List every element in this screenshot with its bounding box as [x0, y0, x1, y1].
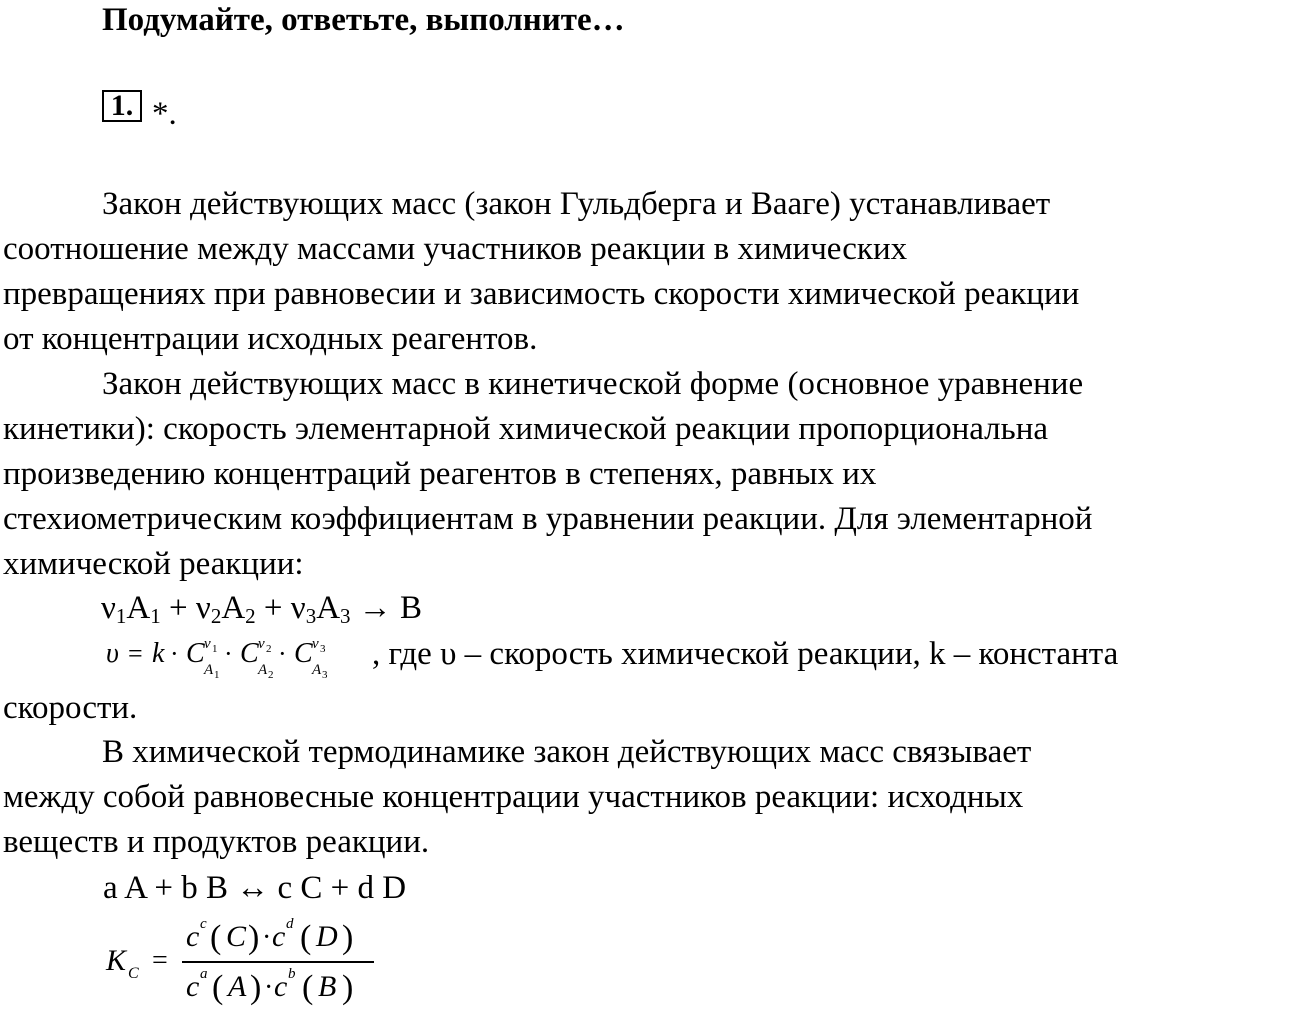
- equilibrium-constant-formula: [102, 910, 392, 1010]
- svg-text:=: =: [128, 639, 143, 668]
- svg-text:2: 2: [266, 643, 272, 655]
- svg-text:3: 3: [322, 669, 328, 681]
- svg-text:2: 2: [268, 669, 274, 681]
- svg-text:ν: ν: [258, 636, 265, 652]
- text-line: от концентрации исходных реагентов.: [3, 321, 538, 357]
- svg-text:3: 3: [320, 643, 326, 655]
- svg-text:·: ·: [264, 972, 274, 1003]
- text-line: превращениях при равновесии и зависимость скорости химической реакции: [3, 276, 1080, 312]
- text-line: Закон действующих масс в кинетической форме (основное уравнение: [102, 366, 1084, 402]
- svg-text:B: B: [318, 970, 337, 1003]
- svg-text:A: A: [204, 662, 214, 678]
- svg-text:): ): [250, 969, 262, 1006]
- svg-text:A: A: [228, 970, 247, 1003]
- svg-text:D: D: [316, 920, 338, 953]
- text-line: стехиометрическим коэффициентам в уравнении реакции. Для элементарной: [3, 501, 1093, 537]
- svg-text:·: ·: [224, 639, 233, 668]
- svg-text:c: c: [272, 920, 286, 953]
- text-line: произведению концентраций реагентов в степенях, равных их: [3, 456, 877, 492]
- svg-text:(: (: [302, 969, 314, 1006]
- svg-text:·: ·: [170, 639, 179, 668]
- svg-text:C: C: [294, 638, 313, 669]
- paragraph-kinetic-form: [3, 362, 1290, 587]
- task-star: *.: [152, 96, 177, 132]
- svg-text:·: ·: [262, 922, 272, 953]
- reaction-equation-kinetic: $\nu_1A_1 + \nu_2A_2 + \nu_3A_3 \to B$: [101, 590, 423, 628]
- svg-text:K: K: [106, 944, 127, 977]
- page-heading: Подумайте, ответьте, выполните…: [102, 2, 625, 38]
- svg-text:ν: ν: [204, 636, 211, 652]
- svg-text:1: 1: [214, 669, 220, 681]
- svg-text:k: k: [152, 638, 165, 669]
- text-line: веществ и продуктов реакции.: [3, 824, 430, 860]
- text-line: соотношение между массами участников реакции в химических: [3, 231, 908, 267]
- text-line: химической реакции:: [3, 546, 304, 582]
- text-line: В химической термодинамике закон действующих масс связывает: [102, 734, 1032, 770]
- svg-text:c: c: [200, 916, 207, 932]
- svg-text:υ: υ: [106, 638, 119, 669]
- svg-text:(: (: [212, 969, 224, 1006]
- svg-text:A: A: [258, 662, 268, 678]
- text-line: кинетики): скорость элементарной химической реакции пропорциональна: [3, 411, 1048, 447]
- svg-text:=: =: [152, 945, 168, 976]
- svg-text:b: b: [288, 966, 296, 982]
- svg-text:): ): [342, 969, 354, 1006]
- paragraph-law-intro: [3, 182, 1290, 362]
- svg-text:1: 1: [212, 643, 218, 655]
- svg-text:a: a: [200, 966, 208, 982]
- rate-law-continuation: [3, 686, 1290, 731]
- paragraph-thermodynamics: [3, 730, 1290, 865]
- svg-text:C: C: [226, 920, 247, 953]
- svg-text:C: C: [128, 965, 139, 982]
- svg-text:ν: ν: [312, 636, 319, 652]
- text-line: скорости.: [3, 690, 138, 726]
- rate-law-explanation: , где υ – скорость химической реакции, k – константа: [372, 636, 1119, 672]
- svg-text:c: c: [274, 970, 288, 1003]
- rate-law-formula: [104, 632, 372, 682]
- svg-text:C: C: [186, 638, 205, 669]
- svg-text:c: c: [186, 920, 200, 953]
- svg-text:d: d: [286, 916, 294, 932]
- svg-text:·: ·: [278, 639, 287, 668]
- text-line: Закон действующих масс (закон Гульдберга и Вааге) устанавливает: [102, 186, 1051, 222]
- svg-text:(: (: [210, 919, 222, 956]
- reaction-equation-equilibrium: a A + b B ↔ c C + d D: [103, 870, 407, 906]
- task-number-box: 1.: [102, 90, 142, 122]
- svg-text:c: c: [186, 970, 200, 1003]
- svg-text:): ): [248, 919, 260, 956]
- svg-text:): ): [342, 919, 354, 956]
- text-line: между собой равновесные концентрации участников реакции: исходных: [3, 779, 1024, 815]
- svg-text:A: A: [312, 662, 322, 678]
- svg-text:C: C: [240, 638, 259, 669]
- svg-text:(: (: [300, 919, 312, 956]
